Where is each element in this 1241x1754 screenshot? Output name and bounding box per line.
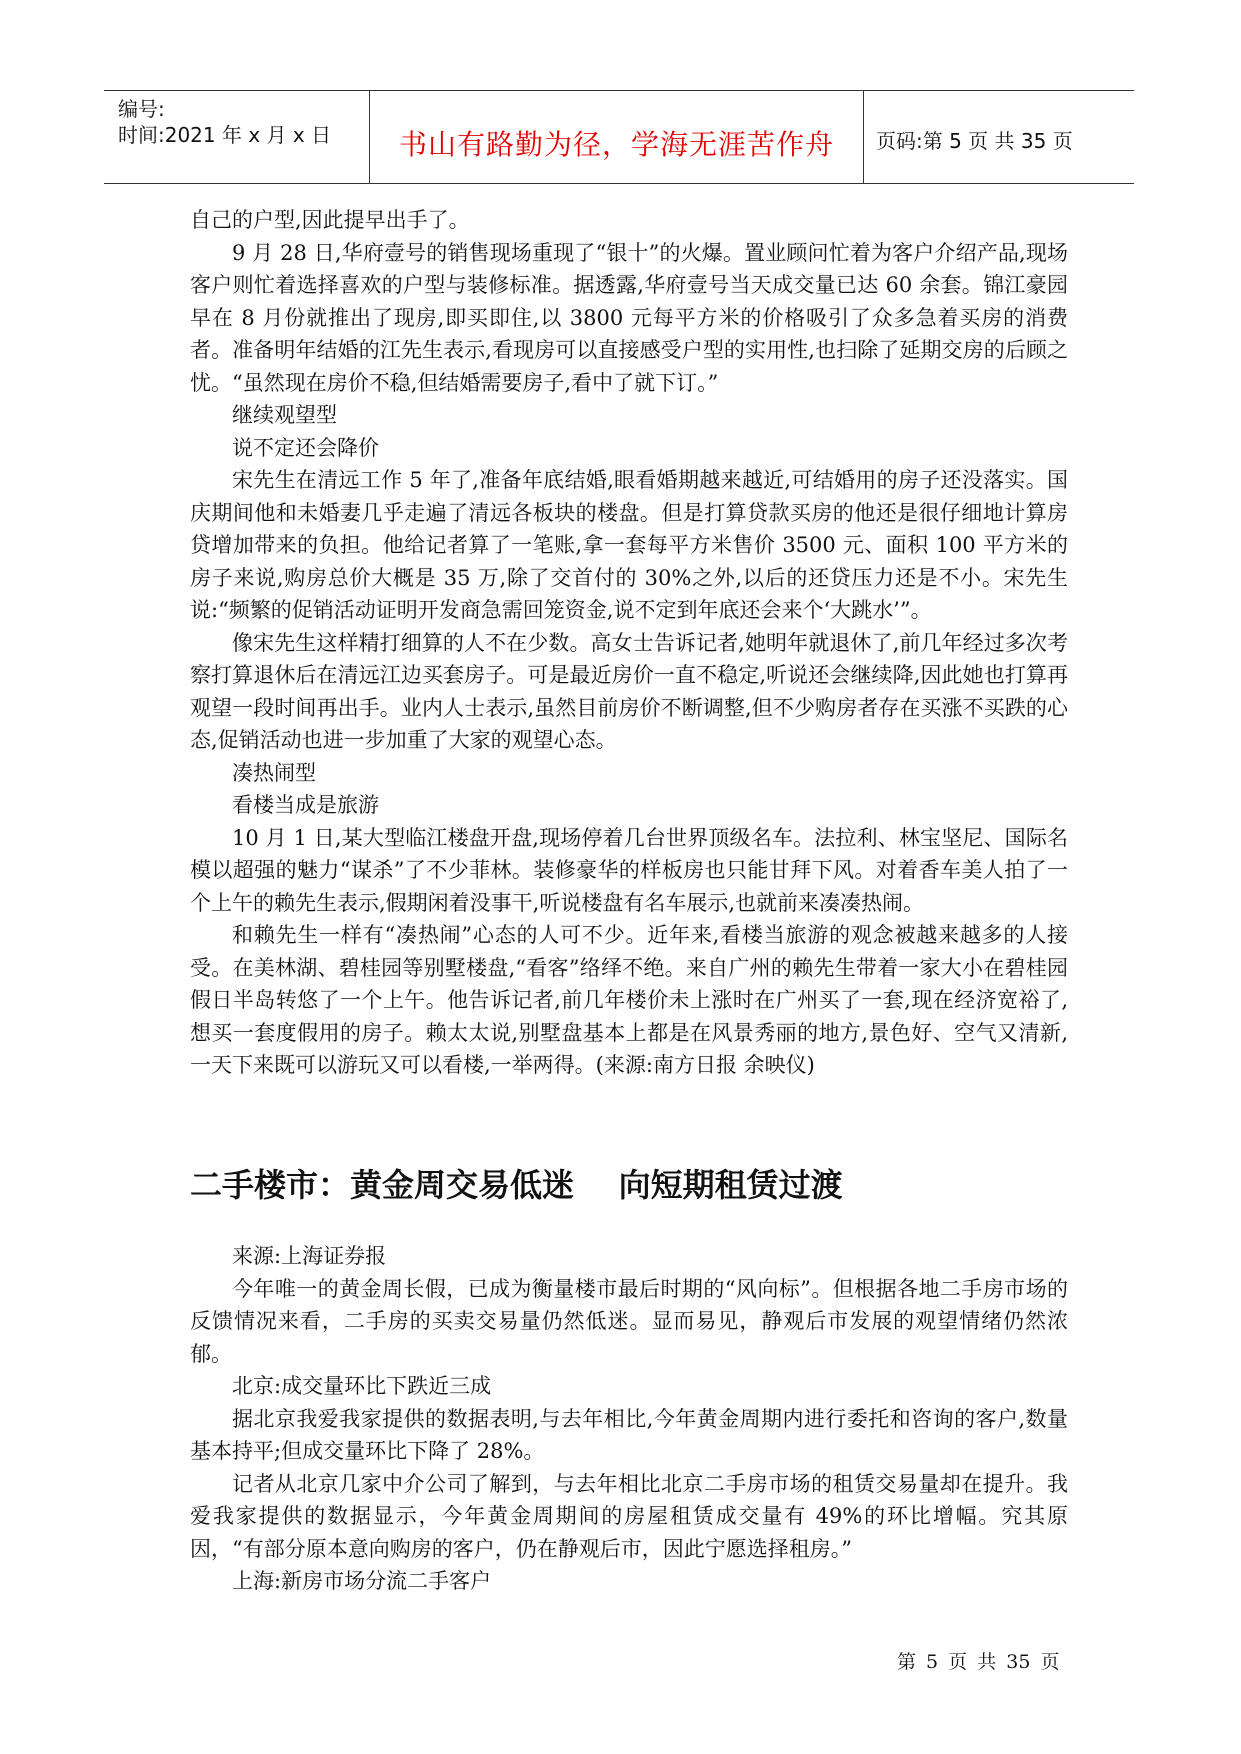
paragraph: 今年唯一的黄金周长假，已成为衡量楼市最后时期的“风向标”。但根据各地二手房市场的反馈情况来看，二手房的买卖交易量仍然低迷。显而易见，静观后市发展的观望情绪仍然浓郁。: [190, 1276, 1068, 1366]
header-page-info: 页码:第 5 页 共 35 页: [876, 129, 1073, 153]
source-line: 来源:上海证券报: [232, 1244, 387, 1268]
header-middle-cell: [370, 91, 864, 183]
page-footer: 第 5 页 共 35 页: [897, 1651, 1060, 1673]
section-subheading: 说不定还会降价: [232, 435, 379, 460]
article-2-body: [190, 1240, 1068, 1598]
paragraph: 记者从北京几家中介公司了解到，与去年相比北京二手房市场的租赁交易量却在提升。我爱我家提供的数据显示，今年黄金周期间的房屋租赁成交量有 49%的环比增幅。究其原因，“有部分原本意向购房的客户，仍在静观后市，因此宁愿选择租房。”: [190, 1471, 1068, 1561]
page-header: [104, 90, 1134, 184]
section-heading: 上海:新房市场分流二手客户: [232, 1569, 492, 1593]
paragraph: 10 月 1 日,某大型临江楼盘开盘,现场停着几台世界顶级名车。法拉利、林宝坚尼、国际名模以超强的魅力“谋杀”了不少菲林。装修豪华的样板房也只能甘拜下风。对着香车美人拍了一个上午的赖先生表示,假期闲着没事干,听说楼盘有名车展示,也就前来凑凑热闹。: [190, 825, 1068, 915]
section-heading: 继续观望型: [232, 403, 337, 427]
article-1-body: [190, 204, 1068, 1082]
article-2-title: 二手楼市：黄金周交易低迷 向短期租赁过渡: [190, 1166, 843, 1204]
document-number-label: 编号:: [118, 97, 165, 121]
header-left-cell: [104, 91, 370, 183]
paragraph: 9 月 28 日,华府壹号的销售现场重现了“银十”的火爆。置业顾问忙着为客户介绍产品,现场客户则忙着选择喜欢的户型与装修标准。据透露,华府壹号当天成交量已达 60 余套。锦江豪园早在 8 月份就推出了现房,即买即住,以 3800 元每平方米的价格吸引了众多急着买房的消费者。准备明年结婚的江先生表示,看现房可以直接感受户型的实用性,也扫除了延期交房的后顾之忧。“虽然现在房价不稳,但结婚需要房子,看中了就下订。”: [190, 240, 1068, 395]
paragraph: 宋先生在清远工作 5 年了,准备年底结婚,眼看婚期越来越近,可结婚用的房子还没落实。国庆期间他和未婚妻几乎走遍了清远各板块的楼盘。但是打算贷款买房的他还是很仔细地计算房贷增加带来的负担。他给记者算了一笔账,拿一套每平方米售价 3500 元、面积 100 平方米的房子来说,购房总价大概是 35 万,除了交首付的 30%之外,以后的还贷压力还是不小。宋先生说:“频繁的促销活动证明开发商急需回笼资金,说不定到年底还会来个‘大跳水’”。: [190, 468, 1068, 622]
header-motto: 书山有路勤为径，学海无涯苦作舟: [398, 128, 834, 161]
paragraph: 自己的户型,因此提早出手了。: [190, 208, 470, 232]
section-heading: 凑热闹型: [232, 760, 316, 785]
paragraph: 据北京我爱我家提供的数据表明,与去年相比,今年黄金周期内进行委托和咨询的客户,数量基本持平;但成交量环比下降了 28%。: [190, 1406, 1068, 1463]
paragraph: 像宋先生这样精打细算的人不在少数。高女士告诉记者,她明年就退休了,前几年经过多次考察打算退休后在清远江边买套房子。可是最近房价一直不稳定,听说还会继续降,因此她也打算再观望一段时间再出手。业内人士表示,虽然目前房价不断调整,但不少购房者存在买涨不买跌的心态,促销活动也进一步加重了大家的观望心态。: [190, 630, 1068, 752]
header-right-cell: [864, 91, 1134, 183]
paragraph: 和赖先生一样有“凑热闹”心态的人可不少。近年来,看楼当旅游的观念被越来越多的人接受。在美林湖、碧桂园等别墅楼盘,“看客”络绎不绝。来自广州的赖先生带着一家大小在碧桂园假日半岛转悠了一个上午。他告诉记者,前几年楼价未上涨时在广州买了一套,现在经济宽裕了,想买一套度假用的房子。赖太太说,别墅盘基本上都是在风景秀丽的地方,景色好、空气又清新,一天下来既可以游玩又可以看楼,一举两得。(来源:南方日报 余映仪): [190, 923, 1068, 1077]
section-subheading: 看楼当成是旅游: [232, 793, 379, 817]
document-time-label: 时间:2021 年 x 月 x 日: [118, 123, 332, 147]
section-heading: 北京:成交量环比下跌近三成: [232, 1374, 492, 1398]
